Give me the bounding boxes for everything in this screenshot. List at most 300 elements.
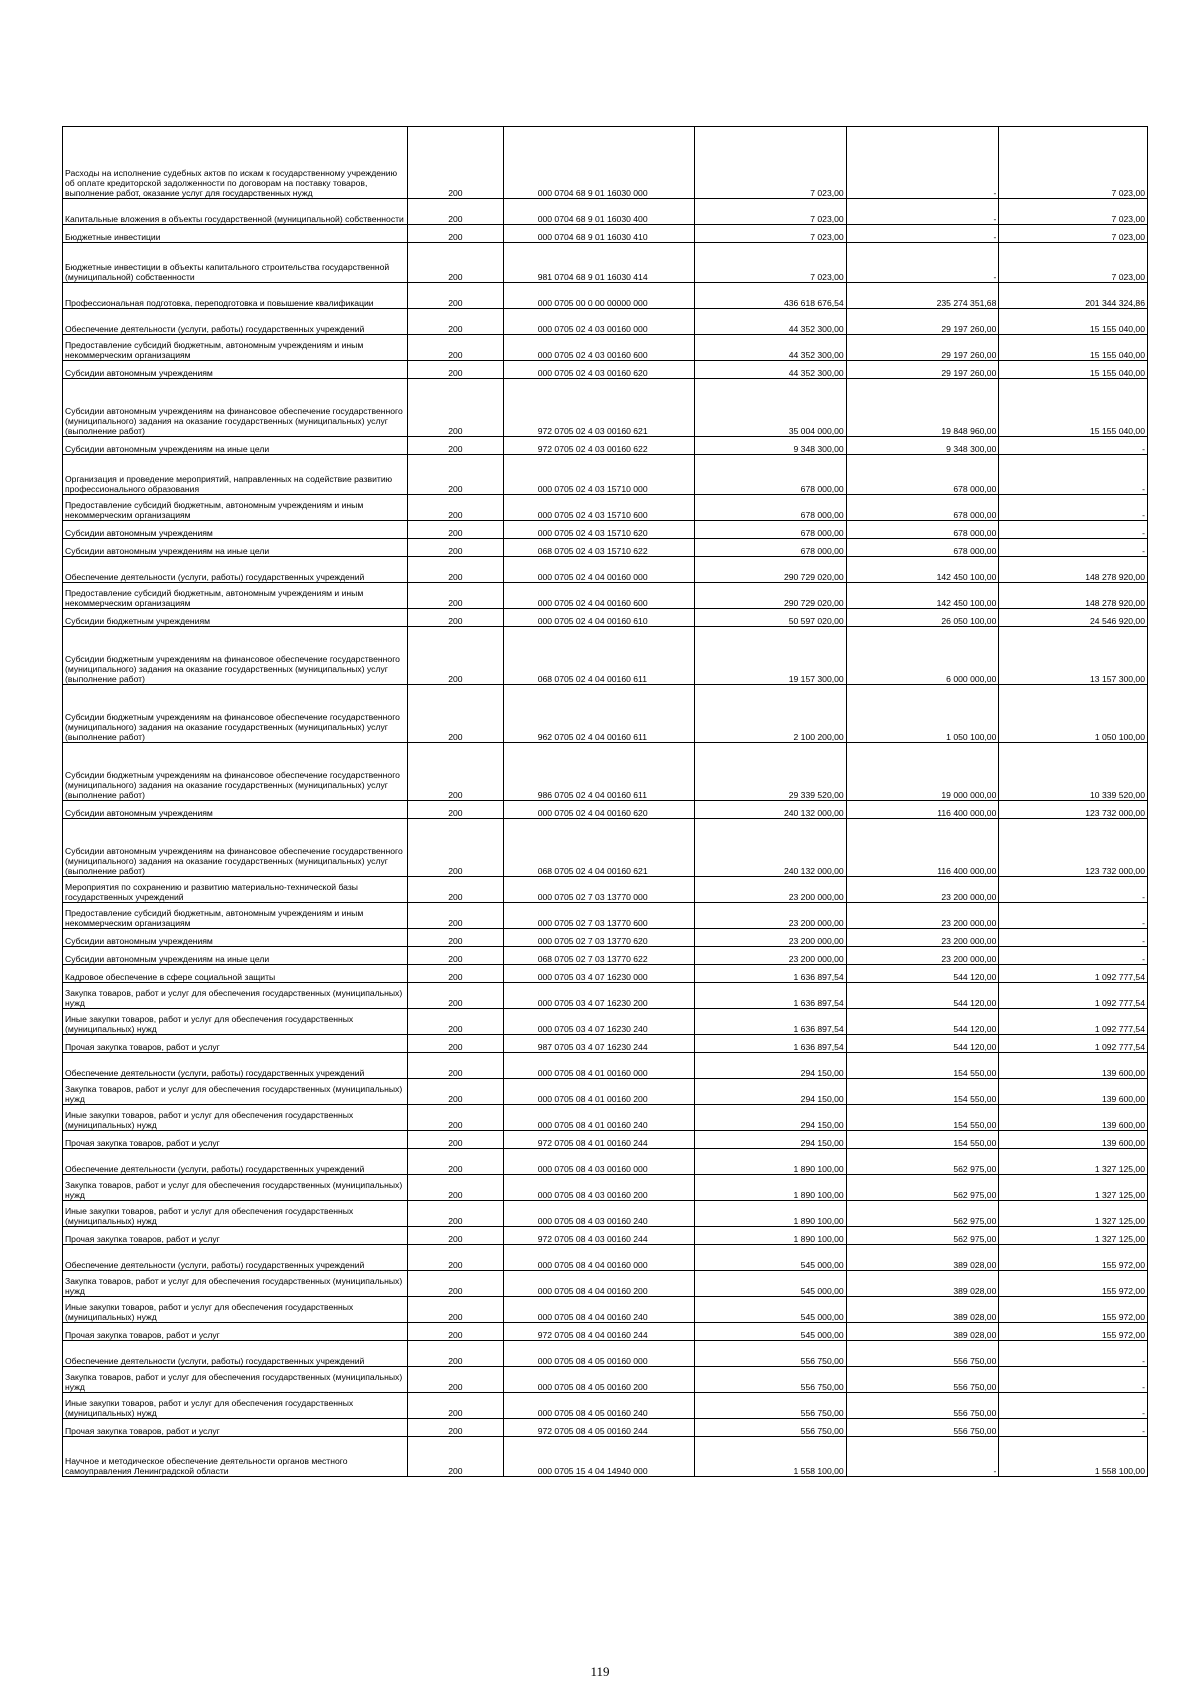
cell-executed: 23 200 000,00 [846,903,999,929]
cell-line-code: 200 [408,495,504,521]
cell-unexecuted: 139 600,00 [999,1053,1148,1079]
cell-approved: 556 750,00 [695,1419,847,1437]
cell-executed: 389 028,00 [846,1297,999,1323]
cell-executed: - [846,243,999,283]
cell-name: Субсидии автономным учреждениям на иные цели [63,539,408,557]
cell-executed: 9 348 300,00 [846,437,999,455]
cell-name: Субсидии бюджетным учреждениям на финансовое обеспечение государственного (муниципального) задания на оказание государственных (муниципальных) услуг (выполнение работ) [63,627,408,685]
cell-name: Профессиональная подготовка, переподготовка и повышение квалификации [63,283,408,309]
cell-budget-code: 972 0705 08 4 04 00160 244 [503,1323,694,1341]
cell-unexecuted: 201 344 324,86 [999,283,1148,309]
cell-line-code: 200 [408,225,504,243]
cell-line-code: 200 [408,1035,504,1053]
cell-unexecuted: - [999,1393,1148,1419]
cell-budget-code: 000 0705 02 4 03 00160 620 [503,361,694,379]
table-row [63,1053,1148,1079]
table-row [63,819,1148,877]
cell-name: Расходы на исполнение судебных актов по искам к государственному учреждению об оплате кредиторской задолженности по договорам на поставку товаров, выполнение работ, оказание услуг для государственных нужд [63,127,408,199]
cell-budget-code: 972 0705 08 4 01 00160 244 [503,1131,694,1149]
cell-unexecuted: 7 023,00 [999,243,1148,283]
cell-line-code: 200 [408,801,504,819]
cell-approved: 1 890 100,00 [695,1227,847,1245]
cell-name: Субсидии бюджетным учреждениям [63,609,408,627]
table-row [63,1393,1148,1419]
cell-name: Иные закупки товаров, работ и услуг для обеспечения государственных (муниципальных) нужд [63,1201,408,1227]
cell-line-code: 200 [408,455,504,495]
cell-budget-code: 000 0705 08 4 03 00160 000 [503,1149,694,1175]
cell-unexecuted: - [999,539,1148,557]
table-row [63,929,1148,947]
cell-unexecuted: - [999,1367,1148,1393]
cell-approved: 294 150,00 [695,1131,847,1149]
cell-approved: 1 636 897,54 [695,983,847,1009]
cell-unexecuted: - [999,437,1148,455]
cell-executed: 544 120,00 [846,983,999,1009]
table-row [63,243,1148,283]
cell-budget-code: 000 0705 08 4 04 00160 240 [503,1297,694,1323]
cell-approved: 7 023,00 [695,199,847,225]
cell-executed: 389 028,00 [846,1245,999,1271]
cell-approved: 1 636 897,54 [695,1035,847,1053]
cell-name: Иные закупки товаров, работ и услуг для обеспечения государственных (муниципальных) нужд [63,1105,408,1131]
cell-approved: 23 200 000,00 [695,877,847,903]
cell-approved: 7 023,00 [695,243,847,283]
cell-unexecuted: 24 546 920,00 [999,609,1148,627]
cell-executed: 1 050 100,00 [846,685,999,743]
cell-executed: 556 750,00 [846,1419,999,1437]
cell-approved: 545 000,00 [695,1271,847,1297]
table-row [63,685,1148,743]
cell-line-code: 200 [408,877,504,903]
cell-line-code: 200 [408,1245,504,1271]
table-row [63,557,1148,583]
cell-line-code: 200 [408,1437,504,1477]
cell-line-code: 200 [408,1175,504,1201]
cell-budget-code: 000 0705 15 4 04 14940 000 [503,1437,694,1477]
table-row [63,1035,1148,1053]
cell-name: Кадровое обеспечение в сфере социальной защиты [63,965,408,983]
cell-line-code: 200 [408,1367,504,1393]
cell-budget-code: 068 0705 02 4 04 00160 621 [503,819,694,877]
cell-unexecuted: - [999,495,1148,521]
cell-executed: 23 200 000,00 [846,877,999,903]
table-row [63,801,1148,819]
cell-unexecuted: - [999,903,1148,929]
cell-executed: 29 197 260,00 [846,361,999,379]
cell-name: Субсидии автономным учреждениям [63,929,408,947]
cell-line-code: 200 [408,199,504,225]
page-number: 119 [590,1664,610,1679]
cell-line-code: 200 [408,1323,504,1341]
cell-executed: 6 000 000,00 [846,627,999,685]
cell-budget-code: 972 0705 02 4 03 00160 621 [503,379,694,437]
cell-budget-code: 000 0705 08 4 01 00160 240 [503,1105,694,1131]
cell-unexecuted: 155 972,00 [999,1297,1148,1323]
cell-unexecuted: - [999,455,1148,495]
budget-execution-table [62,126,1148,1477]
cell-line-code: 200 [408,627,504,685]
cell-budget-code: 972 0705 02 4 03 00160 622 [503,437,694,455]
cell-line-code: 200 [408,1419,504,1437]
cell-budget-code: 000 0705 08 4 01 00160 000 [503,1053,694,1079]
cell-line-code: 200 [408,539,504,557]
cell-executed: 154 550,00 [846,1053,999,1079]
table-row [63,743,1148,801]
cell-executed: - [846,1437,999,1477]
cell-line-code: 200 [408,1079,504,1105]
cell-unexecuted: 1 327 125,00 [999,1227,1148,1245]
table-row [63,455,1148,495]
cell-approved: 678 000,00 [695,495,847,521]
cell-unexecuted: 15 155 040,00 [999,309,1148,335]
cell-budget-code: 000 0705 08 4 03 00160 200 [503,1175,694,1201]
cell-approved: 50 597 020,00 [695,609,847,627]
cell-budget-code: 000 0705 02 4 04 00160 600 [503,583,694,609]
cell-executed: 562 975,00 [846,1175,999,1201]
cell-executed: 556 750,00 [846,1341,999,1367]
cell-name: Бюджетные инвестиции в объекты капитального строительства государственной (муниципальной) собственности [63,243,408,283]
cell-name: Субсидии автономным учреждениям на иные цели [63,437,408,455]
table-row [63,361,1148,379]
cell-name: Субсидии автономным учреждениям на финансовое обеспечение государственного (муниципального) задания на оказание государственных (муниципальных) услуг (выполнение работ) [63,819,408,877]
cell-budget-code: 000 0705 02 4 04 00160 000 [503,557,694,583]
cell-line-code: 200 [408,965,504,983]
table-row [63,877,1148,903]
cell-executed: 19 848 960,00 [846,379,999,437]
cell-unexecuted: 148 278 920,00 [999,583,1148,609]
table-row [63,283,1148,309]
cell-line-code: 200 [408,1201,504,1227]
table-row [63,1245,1148,1271]
cell-executed: 556 750,00 [846,1393,999,1419]
cell-budget-code: 000 0705 08 4 04 00160 000 [503,1245,694,1271]
cell-name: Субсидии бюджетным учреждениям на финансовое обеспечение государственного (муниципального) задания на оказание государственных (муниципальных) услуг (выполнение работ) [63,685,408,743]
cell-name: Обеспечение деятельности (услуги, работы) государственных учреждений [63,1341,408,1367]
cell-budget-code: 000 0705 02 4 03 15710 620 [503,521,694,539]
cell-name: Субсидии бюджетным учреждениям на финансовое обеспечение государственного (муниципального) задания на оказание государственных (муниципальных) услуг (выполнение работ) [63,743,408,801]
cell-executed: 389 028,00 [846,1271,999,1297]
cell-budget-code: 000 0705 02 4 03 15710 600 [503,495,694,521]
cell-executed: - [846,199,999,225]
table-row [63,983,1148,1009]
cell-budget-code: 000 0705 08 4 04 00160 200 [503,1271,694,1297]
table-row [63,1341,1148,1367]
cell-line-code: 200 [408,685,504,743]
cell-unexecuted: - [999,947,1148,965]
cell-budget-code: 000 0704 68 9 01 16030 410 [503,225,694,243]
cell-executed: 678 000,00 [846,455,999,495]
cell-unexecuted: - [999,521,1148,539]
cell-approved: 678 000,00 [695,455,847,495]
cell-approved: 1 890 100,00 [695,1201,847,1227]
cell-name: Научное и методическое обеспечение деятельности органов местного самоуправления Ленинградской области [63,1437,408,1477]
cell-approved: 1 890 100,00 [695,1175,847,1201]
cell-unexecuted: 139 600,00 [999,1131,1148,1149]
cell-approved: 1 636 897,54 [695,1009,847,1035]
table-row [63,1227,1148,1245]
cell-name: Субсидии автономным учреждениям на финансовое обеспечение государственного (муниципального) задания на оказание государственных (муниципальных) услуг (выполнение работ) [63,379,408,437]
cell-budget-code: 987 0705 03 4 07 16230 244 [503,1035,694,1053]
table-row [63,1009,1148,1035]
table-row [63,1175,1148,1201]
cell-name: Закупка товаров, работ и услуг для обеспечения государственных (муниципальных) нужд [63,983,408,1009]
cell-line-code: 200 [408,743,504,801]
cell-approved: 23 200 000,00 [695,929,847,947]
cell-unexecuted: 139 600,00 [999,1105,1148,1131]
cell-budget-code: 000 0705 03 4 07 16230 000 [503,965,694,983]
cell-unexecuted: 1 092 777,54 [999,983,1148,1009]
cell-line-code: 200 [408,1131,504,1149]
cell-unexecuted: - [999,877,1148,903]
cell-executed: 678 000,00 [846,495,999,521]
table-row [63,495,1148,521]
cell-budget-code: 000 0705 02 7 03 13770 620 [503,929,694,947]
cell-line-code: 200 [408,437,504,455]
cell-unexecuted: 155 972,00 [999,1271,1148,1297]
cell-line-code: 200 [408,557,504,583]
cell-budget-code: 962 0705 02 4 04 00160 611 [503,685,694,743]
cell-approved: 436 618 676,54 [695,283,847,309]
cell-executed: 116 400 000,00 [846,819,999,877]
cell-unexecuted: 1 327 125,00 [999,1149,1148,1175]
cell-unexecuted: 15 155 040,00 [999,335,1148,361]
cell-budget-code: 986 0705 02 4 04 00160 611 [503,743,694,801]
cell-budget-code: 000 0705 02 7 03 13770 000 [503,877,694,903]
cell-unexecuted: - [999,929,1148,947]
table-row [63,1297,1148,1323]
cell-approved: 290 729 020,00 [695,557,847,583]
cell-name: Обеспечение деятельности (услуги, работы) государственных учреждений [63,557,408,583]
cell-approved: 240 132 000,00 [695,819,847,877]
cell-approved: 545 000,00 [695,1323,847,1341]
cell-unexecuted: 1 092 777,54 [999,965,1148,983]
cell-line-code: 200 [408,947,504,965]
cell-name: Прочая закупка товаров, работ и услуг [63,1323,408,1341]
cell-executed: 154 550,00 [846,1105,999,1131]
cell-unexecuted: 1 092 777,54 [999,1009,1148,1035]
cell-name: Закупка товаров, работ и услуг для обеспечения государственных (муниципальных) нужд [63,1271,408,1297]
cell-line-code: 200 [408,283,504,309]
cell-executed: 562 975,00 [846,1149,999,1175]
table-row [63,1131,1148,1149]
cell-approved: 23 200 000,00 [695,903,847,929]
cell-name: Обеспечение деятельности (услуги, работы) государственных учреждений [63,309,408,335]
cell-name: Иные закупки товаров, работ и услуг для обеспечения государственных (муниципальных) нужд [63,1393,408,1419]
cell-name: Субсидии автономным учреждениям [63,801,408,819]
cell-name: Прочая закупка товаров, работ и услуг [63,1227,408,1245]
cell-unexecuted: 123 732 000,00 [999,801,1148,819]
table-row [63,1149,1148,1175]
cell-budget-code: 972 0705 08 4 03 00160 244 [503,1227,694,1245]
cell-budget-code: 981 0704 68 9 01 16030 414 [503,243,694,283]
cell-name: Предоставление субсидий бюджетным, автономным учреждениям и иным некоммерческим организациям [63,335,408,361]
table-row [63,379,1148,437]
cell-unexecuted: 1 327 125,00 [999,1201,1148,1227]
cell-executed: 154 550,00 [846,1079,999,1105]
cell-executed: 544 120,00 [846,1035,999,1053]
cell-line-code: 200 [408,521,504,539]
table-row [63,1367,1148,1393]
cell-budget-code: 000 0704 68 9 01 16030 000 [503,127,694,199]
cell-name: Иные закупки товаров, работ и услуг для обеспечения государственных (муниципальных) нужд [63,1297,408,1323]
cell-approved: 35 004 000,00 [695,379,847,437]
cell-approved: 545 000,00 [695,1245,847,1271]
cell-line-code: 200 [408,127,504,199]
cell-budget-code: 000 0705 08 4 05 00160 000 [503,1341,694,1367]
cell-unexecuted: 1 327 125,00 [999,1175,1148,1201]
cell-approved: 294 150,00 [695,1079,847,1105]
cell-name: Закупка товаров, работ и услуг для обеспечения государственных (муниципальных) нужд [63,1079,408,1105]
cell-name: Бюджетные инвестиции [63,225,408,243]
table-row [63,1105,1148,1131]
cell-budget-code: 068 0705 02 4 03 15710 622 [503,539,694,557]
cell-name: Субсидии автономным учреждениям [63,361,408,379]
cell-approved: 294 150,00 [695,1105,847,1131]
cell-unexecuted: 1 558 100,00 [999,1437,1148,1477]
cell-budget-code: 000 0705 02 4 04 00160 610 [503,609,694,627]
cell-executed: 389 028,00 [846,1323,999,1341]
cell-budget-code: 000 0705 08 4 05 00160 200 [503,1367,694,1393]
cell-name: Иные закупки товаров, работ и услуг для обеспечения государственных (муниципальных) нужд [63,1009,408,1035]
cell-unexecuted: 10 339 520,00 [999,743,1148,801]
cell-executed: 544 120,00 [846,1009,999,1035]
cell-line-code: 200 [408,609,504,627]
cell-executed: 556 750,00 [846,1367,999,1393]
cell-approved: 290 729 020,00 [695,583,847,609]
table-row [63,903,1148,929]
table-row [63,1271,1148,1297]
cell-budget-code: 000 0705 00 0 00 00000 000 [503,283,694,309]
cell-approved: 9 348 300,00 [695,437,847,455]
cell-unexecuted: 7 023,00 [999,127,1148,199]
cell-unexecuted: 13 157 300,00 [999,627,1148,685]
cell-name: Капитальные вложения в объекты государственной (муниципальной) собственности [63,199,408,225]
cell-executed: 29 197 260,00 [846,335,999,361]
cell-unexecuted: 15 155 040,00 [999,361,1148,379]
cell-name: Обеспечение деятельности (услуги, работы) государственных учреждений [63,1053,408,1079]
table-row [63,947,1148,965]
table-row [63,199,1148,225]
cell-line-code: 200 [408,1297,504,1323]
cell-name: Предоставление субсидий бюджетным, автономным учреждениям и иным некоммерческим организациям [63,495,408,521]
cell-line-code: 200 [408,1393,504,1419]
table-row [63,1419,1148,1437]
cell-line-code: 200 [408,361,504,379]
cell-budget-code: 000 0705 02 4 03 00160 000 [503,309,694,335]
cell-approved: 240 132 000,00 [695,801,847,819]
cell-budget-code: 000 0704 68 9 01 16030 400 [503,199,694,225]
table-row [63,609,1148,627]
cell-line-code: 200 [408,983,504,1009]
cell-approved: 1 890 100,00 [695,1149,847,1175]
cell-budget-code: 000 0705 08 4 01 00160 200 [503,1079,694,1105]
cell-line-code: 200 [408,243,504,283]
cell-approved: 7 023,00 [695,127,847,199]
table-row [63,583,1148,609]
cell-approved: 545 000,00 [695,1297,847,1323]
cell-line-code: 200 [408,309,504,335]
cell-executed: - [846,127,999,199]
cell-budget-code: 068 0705 02 4 04 00160 611 [503,627,694,685]
cell-budget-code: 000 0705 02 4 04 00160 620 [503,801,694,819]
cell-line-code: 200 [408,1009,504,1035]
cell-executed: 678 000,00 [846,521,999,539]
table-row [63,127,1148,199]
cell-executed: 154 550,00 [846,1131,999,1149]
cell-budget-code: 000 0705 02 4 03 00160 600 [503,335,694,361]
cell-approved: 294 150,00 [695,1053,847,1079]
cell-name: Субсидии автономным учреждениям [63,521,408,539]
cell-name: Обеспечение деятельности (услуги, работы) государственных учреждений [63,1245,408,1271]
cell-line-code: 200 [408,1053,504,1079]
cell-name: Предоставление субсидий бюджетным, автономным учреждениям и иным некоммерческим организациям [63,583,408,609]
cell-approved: 556 750,00 [695,1367,847,1393]
cell-unexecuted: 1 092 777,54 [999,1035,1148,1053]
cell-line-code: 200 [408,1271,504,1297]
cell-unexecuted: - [999,1341,1148,1367]
cell-approved: 44 352 300,00 [695,361,847,379]
cell-unexecuted: 148 278 920,00 [999,557,1148,583]
cell-budget-code: 000 0705 02 7 03 13770 600 [503,903,694,929]
cell-line-code: 200 [408,1341,504,1367]
cell-budget-code: 000 0705 02 4 03 15710 000 [503,455,694,495]
cell-unexecuted: 155 972,00 [999,1245,1148,1271]
cell-approved: 2 100 200,00 [695,685,847,743]
table-row [63,437,1148,455]
cell-approved: 1 558 100,00 [695,1437,847,1477]
cell-name: Обеспечение деятельности (услуги, работы) государственных учреждений [63,1149,408,1175]
cell-unexecuted: 155 972,00 [999,1323,1148,1341]
cell-name: Субсидии автономным учреждениям на иные цели [63,947,408,965]
cell-name: Прочая закупка товаров, работ и услуг [63,1035,408,1053]
cell-name: Организация и проведение мероприятий, направленных на содействие развитию профессионального образования [63,455,408,495]
cell-line-code: 200 [408,1105,504,1131]
cell-approved: 19 157 300,00 [695,627,847,685]
cell-approved: 44 352 300,00 [695,309,847,335]
cell-approved: 678 000,00 [695,539,847,557]
cell-unexecuted: 1 050 100,00 [999,685,1148,743]
cell-unexecuted: 139 600,00 [999,1079,1148,1105]
table-row [63,309,1148,335]
table-row [63,1201,1148,1227]
cell-name: Предоставление субсидий бюджетным, автономным учреждениям и иным некоммерческим организациям [63,903,408,929]
cell-executed: 544 120,00 [846,965,999,983]
cell-executed: 23 200 000,00 [846,929,999,947]
cell-approved: 678 000,00 [695,521,847,539]
table-row [63,1079,1148,1105]
table-body [63,127,1148,1477]
cell-budget-code: 972 0705 08 4 05 00160 244 [503,1419,694,1437]
cell-executed: 235 274 351,68 [846,283,999,309]
table-row [63,1323,1148,1341]
cell-name: Закупка товаров, работ и услуг для обеспечения государственных (муниципальных) нужд [63,1367,408,1393]
cell-line-code: 200 [408,929,504,947]
table-row [63,539,1148,557]
table-row [63,627,1148,685]
cell-approved: 29 339 520,00 [695,743,847,801]
cell-name: Прочая закупка товаров, работ и услуг [63,1131,408,1149]
cell-unexecuted: 15 155 040,00 [999,379,1148,437]
cell-line-code: 200 [408,1227,504,1245]
table-row [63,335,1148,361]
cell-budget-code: 000 0705 03 4 07 16230 200 [503,983,694,1009]
table-row [63,965,1148,983]
cell-line-code: 200 [408,903,504,929]
cell-executed: 23 200 000,00 [846,947,999,965]
cell-line-code: 200 [408,1149,504,1175]
table-row [63,1437,1148,1477]
cell-executed: 26 050 100,00 [846,609,999,627]
